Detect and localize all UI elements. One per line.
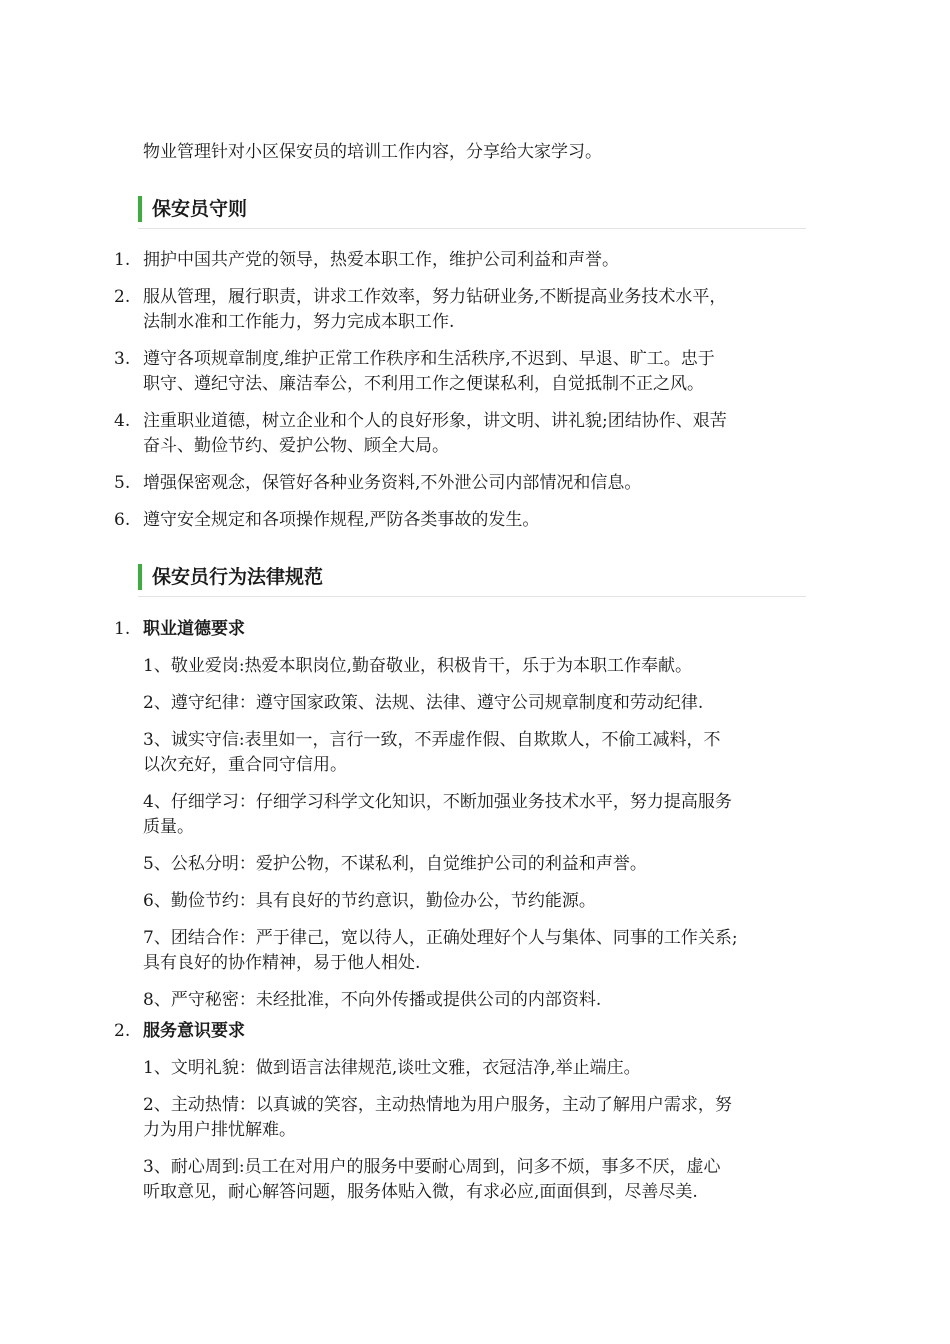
clause-paragraph [143,852,808,877]
clause-line: 具有良好的协作精神，易于他人相处. [143,953,421,973]
list-number: 1. [114,619,131,639]
clause-line: 3、耐心周到:员工在对用户的服务中要耐心周到，问多不烦，事多不厌，虚心 [143,1157,721,1177]
subsection-title: 服务意识要求 [143,1021,245,1041]
clause-line: 以次充好，重合同守信用。 [143,755,347,775]
clause-paragraph [143,691,808,716]
list-item-text: 增强保密观念，保管好各种业务资料,不外泄公司内部情况和信息。 [143,473,642,493]
list-item-text: 拥护中国共产党的领导，热爱本职工作，维护公司利益和声誉。 [143,250,619,270]
list-item-line: 注重职业道德，树立企业和个人的良好形象，讲文明、讲礼貌;团结协作、艰苦 [143,411,727,431]
clause-line: 5、公私分明：爱护公物，不谋私利，自觉维护公司的利益和声誉。 [143,854,647,874]
list-item-line: 法制水准和工作能力，努力完成本职工作. [143,312,455,332]
clause-line: 2、遵守纪律：遵守国家政策、法规、法律、遵守公司规章制度和劳动纪律. [143,693,704,713]
clause-paragraph [143,728,808,778]
list-item [114,508,808,533]
section-heading-conduct-norms [138,561,806,597]
clause-paragraph [143,926,808,976]
subsection-title: 职业道德要求 [143,619,245,639]
clause-line: 4、仔细学习：仔细学习科学文化知识，不断加强业务技术水平，努力提高服务 [143,792,732,812]
section-title: 保安员行为法律规范 [152,566,324,588]
clause-line: 质量。 [143,817,194,837]
list-item [114,409,808,459]
list-number: 3. [114,349,131,369]
section-heading-guard-rules [138,193,806,229]
list-item-line: 服从管理，履行职责，讲求工作效率，努力钻研业务,不断提高业务技术水平， [143,287,727,307]
clause-line: 听取意见，耐心解答问题，服务体贴入微，有求必应,面面俱到，尽善尽美. [143,1182,698,1202]
list-item [114,1019,808,1205]
heading-accent-bar [138,196,142,222]
clause-line: 3、诚实守信:表里如一，言行一致，不弄虚作假、自欺欺人，不偷工减料，不 [143,730,721,750]
list-item [114,347,808,397]
intro-paragraph: 物业管理针对小区保安员的培训工作内容，分享给大家学习。 [143,142,602,162]
list-item [114,248,808,273]
clause-paragraph [143,790,808,840]
list-item-line: 奋斗、勤俭节约、爱护公物、顾全大局。 [143,436,449,456]
conduct-norms-list [114,617,808,1217]
list-item-line: 遵守各项规章制度,维护正常工作秩序和生活秩序,不迟到、早退、旷工。忠于 [143,349,715,369]
clause-paragraph [143,1056,808,1081]
list-item [114,471,808,496]
list-item [114,617,808,1013]
clause-line: 2、主动热情：以真诚的笑容，主动热情地为用户服务，主动了解用户需求，努 [143,1095,732,1115]
list-number: 5. [114,473,131,493]
clause-paragraph [143,889,808,914]
heading-accent-bar [138,564,142,590]
clause-line: 力为用户排忧解难。 [143,1120,296,1140]
clause-paragraph [143,654,808,679]
clause-paragraph [143,1155,808,1205]
list-number: 1. [114,250,131,270]
clause-line: 8、严守秘密：未经批准，不向外传播或提供公司的内部资料. [143,990,602,1010]
clause-line: 6、勤俭节约：具有良好的节约意识，勤俭办公，节约能源。 [143,891,596,911]
clause-paragraph [143,988,808,1013]
list-item-line: 职守、遵纪守法、廉洁奉公，不利用工作之便谋私利，自觉抵制不正之风。 [143,374,704,394]
list-number: 2. [114,1021,131,1041]
clause-line: 1、文明礼貌：做到语言法律规范,谈吐文雅，衣冠洁净,举止端庄。 [143,1058,641,1078]
clause-line: 1、敬业爱岗:热爱本职岗位,勤奋敬业，积极肯干，乐于为本职工作奉献。 [143,656,692,676]
list-number: 4. [114,411,131,431]
section-title: 保安员守则 [152,198,248,220]
list-item [114,285,808,335]
clause-line: 7、团结合作：严于律己，宽以待人，正确处理好个人与集体、同事的工作关系; [143,928,738,948]
list-number: 6. [114,510,131,530]
list-number: 2. [114,287,131,307]
guard-rules-list [114,248,808,545]
list-item-text: 遵守安全规定和各项操作规程,严防各类事故的发生。 [143,510,540,530]
clause-paragraph [143,1093,808,1143]
